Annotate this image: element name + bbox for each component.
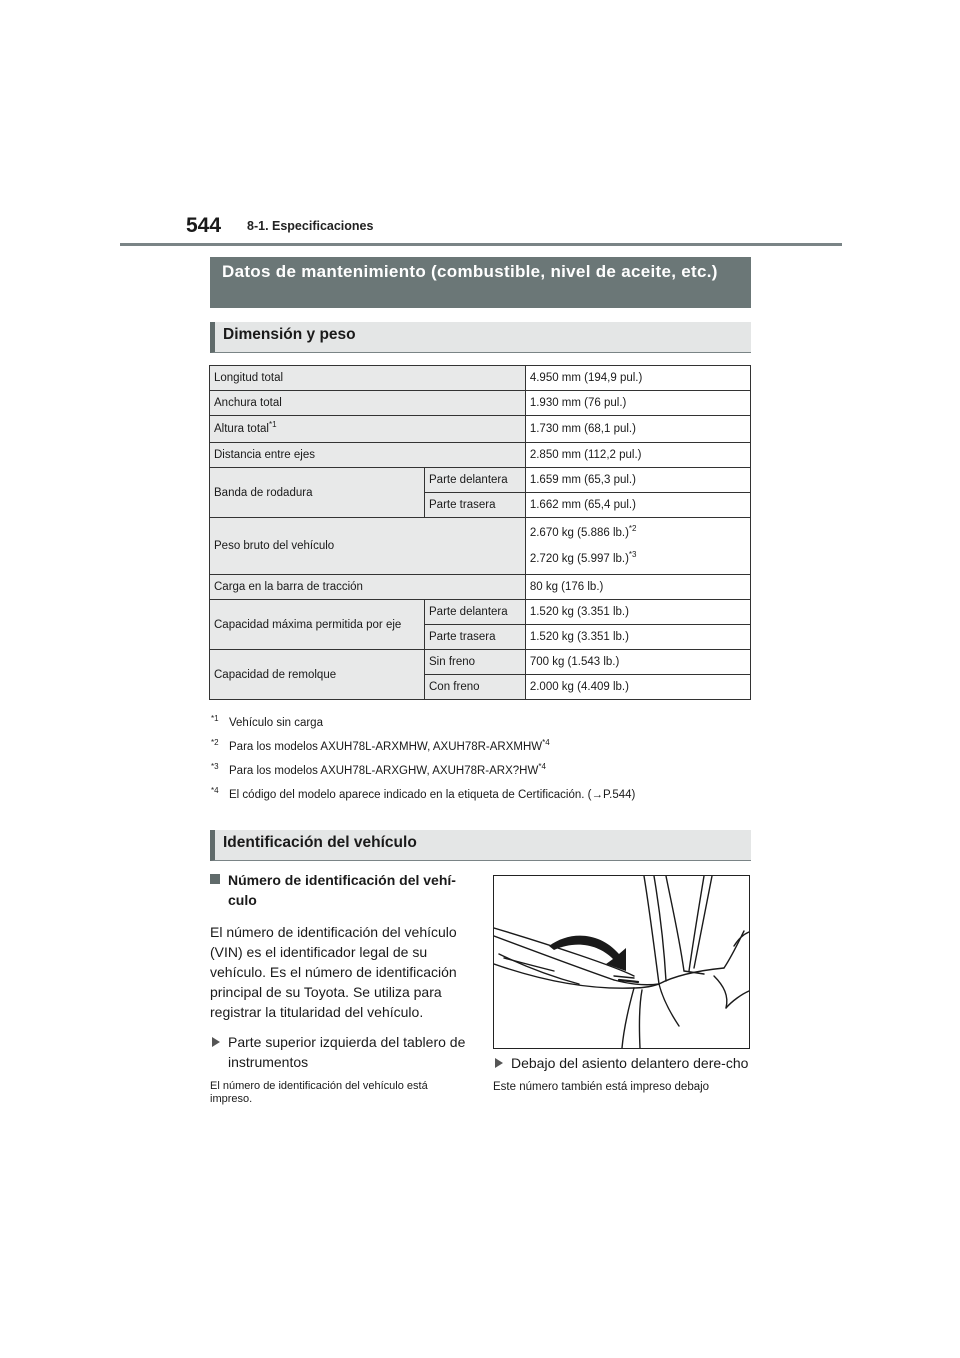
table-row	[210, 600, 751, 625]
vin-heading-text: Número de identificación del vehí-culo	[228, 872, 456, 908]
sub-label: Parte delantera	[425, 468, 526, 493]
triangle-bullet-icon	[212, 1037, 220, 1047]
vehicle-identification-heading: Identificación del vehículo	[210, 830, 751, 861]
value-line	[530, 523, 746, 543]
footnote-ref: *3	[628, 550, 637, 560]
footnote-text: Para los modelos AXUH78L-ARXMHW, AXUH78R-ARXMHW	[229, 741, 543, 753]
row-value: 700 kg (1.543 lb.)	[525, 650, 750, 675]
spec-table	[209, 365, 751, 700]
row-value: 80 kg (176 lb.)	[525, 575, 750, 600]
row-value: 1.662 mm (65,4 pul.)	[525, 493, 750, 518]
table-row	[210, 575, 751, 600]
row-value: 2.000 kg (4.409 lb.)	[525, 675, 750, 700]
vin-right-column	[493, 1053, 751, 1094]
value-line	[530, 549, 746, 569]
row-value: 1.930 mm (76 pul.)	[525, 391, 750, 416]
row-value: 1.520 kg (3.351 lb.)	[525, 600, 750, 625]
value-text: 2.670 kg (5.886 lb.)	[529, 527, 629, 539]
footnotes	[211, 713, 751, 809]
sub-label: Parte trasera	[425, 625, 526, 650]
row-label: Longitud total	[210, 366, 526, 391]
vin-location-1-note: El número de identificación del vehículo está impreso.	[210, 1080, 428, 1105]
row-label: Peso bruto del vehículo	[210, 518, 526, 575]
table-row	[210, 518, 751, 575]
row-value: 4.950 mm (194,9 pul.)	[525, 366, 750, 391]
vin-location-1	[210, 1032, 472, 1072]
row-value: 2.850 mm (112,2 pul.)	[525, 443, 750, 468]
dashboard-vin-illustration	[493, 875, 750, 1049]
sub-label: Parte delantera	[425, 600, 526, 625]
row-value: 1.659 mm (65,3 pul.)	[525, 468, 750, 493]
footnote-ref: *1	[268, 420, 277, 430]
footnote-text: Vehículo sin carga	[229, 717, 323, 729]
row-label: Distancia entre ejes	[210, 443, 526, 468]
row-value	[525, 518, 750, 575]
square-bullet-icon	[210, 874, 220, 884]
table-row	[210, 416, 751, 443]
row-label: Banda de rodadura	[210, 468, 425, 518]
row-label-text: Altura total	[214, 423, 269, 435]
vin-description: El número de identificación del vehículo (VIN) es el identificador legal de su vehículo. Es el número de identificación principal de su Toyota. Se utiliza para registrar la titularidad del vehículo.	[210, 924, 457, 1020]
footnote-text: Para los modelos AXUH78L-ARXGHW, AXUH78R-ARX?HW	[229, 765, 539, 777]
footnote-text: El código del modelo aparece indicado en la etiqueta de Certificación. (→P.544)	[229, 789, 636, 801]
sub-label: Sin freno	[425, 650, 526, 675]
footnote: $^{*4}$ El código del modelo aparece indicado en la etiqueta de Certificación. (→P.544)	[211, 786, 636, 801]
pointer-arrow-icon	[549, 936, 626, 971]
dashboard-illustration-svg	[494, 876, 749, 1048]
footnote-ref: *4	[542, 738, 550, 748]
footnote: $^{*2}$ Para los modelos AXUH78L-ARXMHW, AXUH78R-ARXMHW$^{*4}$	[211, 738, 550, 753]
table-row	[210, 443, 751, 468]
table-row	[210, 650, 751, 675]
row-value: 1.730 mm (68,1 pul.)	[525, 416, 750, 443]
header-divider	[120, 243, 842, 246]
row-label: Capacidad de remolque	[210, 650, 425, 700]
vin-left-column	[210, 870, 472, 1106]
footnote: $^{*1}$ Vehículo sin carga	[211, 714, 323, 729]
row-value: 1.520 kg (3.351 lb.)	[525, 625, 750, 650]
footnote-ref: *2	[628, 524, 637, 534]
vin-location-2-text: Debajo del asiento delantero dere-cho	[511, 1055, 749, 1071]
sub-label: Con freno	[425, 675, 526, 700]
page-number: 544	[186, 214, 222, 237]
vin-location-2-note: Este número también está impreso debajo	[493, 1081, 710, 1093]
sub-label: Parte trasera	[425, 493, 526, 518]
vin-location-2	[493, 1053, 751, 1073]
table-row	[210, 391, 751, 416]
vin-location-1-text: Parte superior izquierda del tablero de instrumentos	[228, 1034, 466, 1070]
footnote: $^{*3}$ Para los modelos AXUH78L-ARXGHW, AXUH78R-ARX?HW$^{*4}$	[211, 762, 546, 777]
maintenance-data-banner: Datos de mantenimiento (combustible, nivel de aceite, etc.)	[210, 257, 751, 308]
table-row	[210, 366, 751, 391]
row-label: Anchura total	[210, 391, 526, 416]
section-label: 8-1. Especificaciones	[247, 219, 374, 233]
value-text: 2.720 kg (5.997 lb.)	[529, 553, 629, 565]
triangle-bullet-icon	[495, 1058, 503, 1068]
row-label: Carga en la barra de tracción	[210, 575, 526, 600]
dimension-weight-heading: Dimensión y peso	[210, 322, 751, 353]
footnote-ref: *4	[538, 762, 546, 772]
row-label: Capacidad máxima permitida por eje	[210, 600, 425, 650]
row-label	[210, 416, 526, 443]
table-row	[210, 468, 751, 493]
vin-heading	[210, 870, 472, 910]
